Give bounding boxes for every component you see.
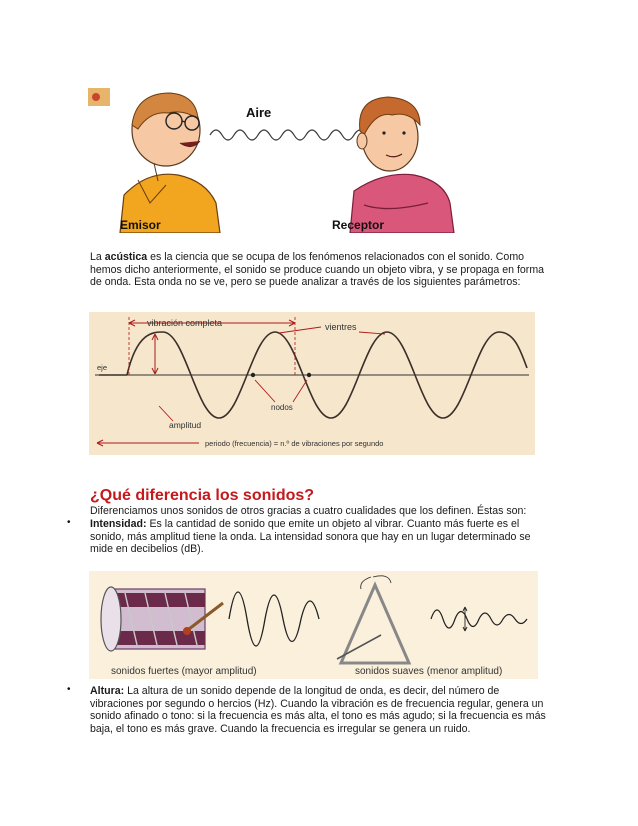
node-point (307, 373, 311, 377)
amplitude-comparison-figure (89, 571, 538, 679)
section-intro: Diferenciamos unos sonidos de otros gracias a cuatro cualidades que los definen. Éstas son: (90, 505, 527, 517)
sender-person (120, 93, 220, 233)
loud-wave (229, 592, 319, 646)
intro-term: acústica (104, 251, 148, 263)
sender-receiver-illustration (88, 85, 520, 233)
triangle-beater (337, 635, 381, 659)
air-label: Aire (246, 105, 272, 120)
axis-label: eje (97, 363, 108, 372)
receiver-person (350, 97, 454, 233)
soft-wave (431, 610, 527, 628)
intro-paragraph (90, 251, 550, 289)
intro-text-after: es la ciencia que se ocupa de los fenómenos relacionados con el sonido. Como hemos dicho anteriormente, el sonido se produce cuando un objeto vibra, y se propaga en forma de onda. Esta onda no se ve, pero se puede analizar a través de los siguientes parámetros: (90, 251, 545, 289)
bullet-pitch-term: Altura: (90, 685, 125, 697)
bullet-intensity-term: Intensidad: (90, 518, 147, 530)
bullet-pitch-text: La altura de un sonido depende de la longitud de onda, es decir, del número de vibraciones por segundo o hercios (Hz). Cuando la vibración es de frecuencia regular, genera un sonido afinado o tono: si la frecuencia es más alta, el tono es más agudo; si la frecuencia es más baja, el tono es más grave. Cuando la frecuencia es irregular se genera un ruido. (90, 685, 546, 735)
wave-diagram (89, 312, 535, 455)
node-point (251, 373, 255, 377)
section-title: ¿Qué diferencia los sonidos? (90, 487, 315, 504)
bullet-intensity (90, 518, 550, 556)
wave-parameters-figure (89, 312, 535, 455)
drum (101, 587, 205, 651)
air-wave (210, 130, 378, 140)
period-label: periodo (frecuencia) = n.º de vibraciones por segundo (205, 439, 384, 448)
intro-text-before: La (90, 251, 105, 263)
soft-sounds-label: sonidos suaves (menor amplitud) (355, 666, 503, 677)
sender-label: Emisor (120, 218, 161, 232)
full-vibration-label: vibración completa (147, 318, 223, 328)
loud-sounds-label: sonidos fuertes (mayor amplitud) (111, 666, 257, 677)
amplitude-drawing (89, 571, 538, 679)
bullet-pitch (90, 685, 552, 735)
bullet-intensity-text: Es la cantidad de sonido que emite un objeto al vibrar. Cuanto más fuerte es el sonido, más amplitud tiene la onda. La intensidad sonora que hay en un lugar determinado se mide en decibelios (dB). (90, 518, 531, 556)
triangle-instrument (337, 576, 409, 663)
crests-label: vientres (325, 322, 357, 332)
nodes-label: nodos (271, 403, 293, 412)
receiver-label: Receptor (332, 218, 385, 232)
sender-receiver-drawing (88, 85, 520, 233)
amplitude-label: amplitud (169, 420, 202, 430)
bullet-dot: • (67, 684, 71, 695)
bullet-dot: • (67, 517, 71, 528)
